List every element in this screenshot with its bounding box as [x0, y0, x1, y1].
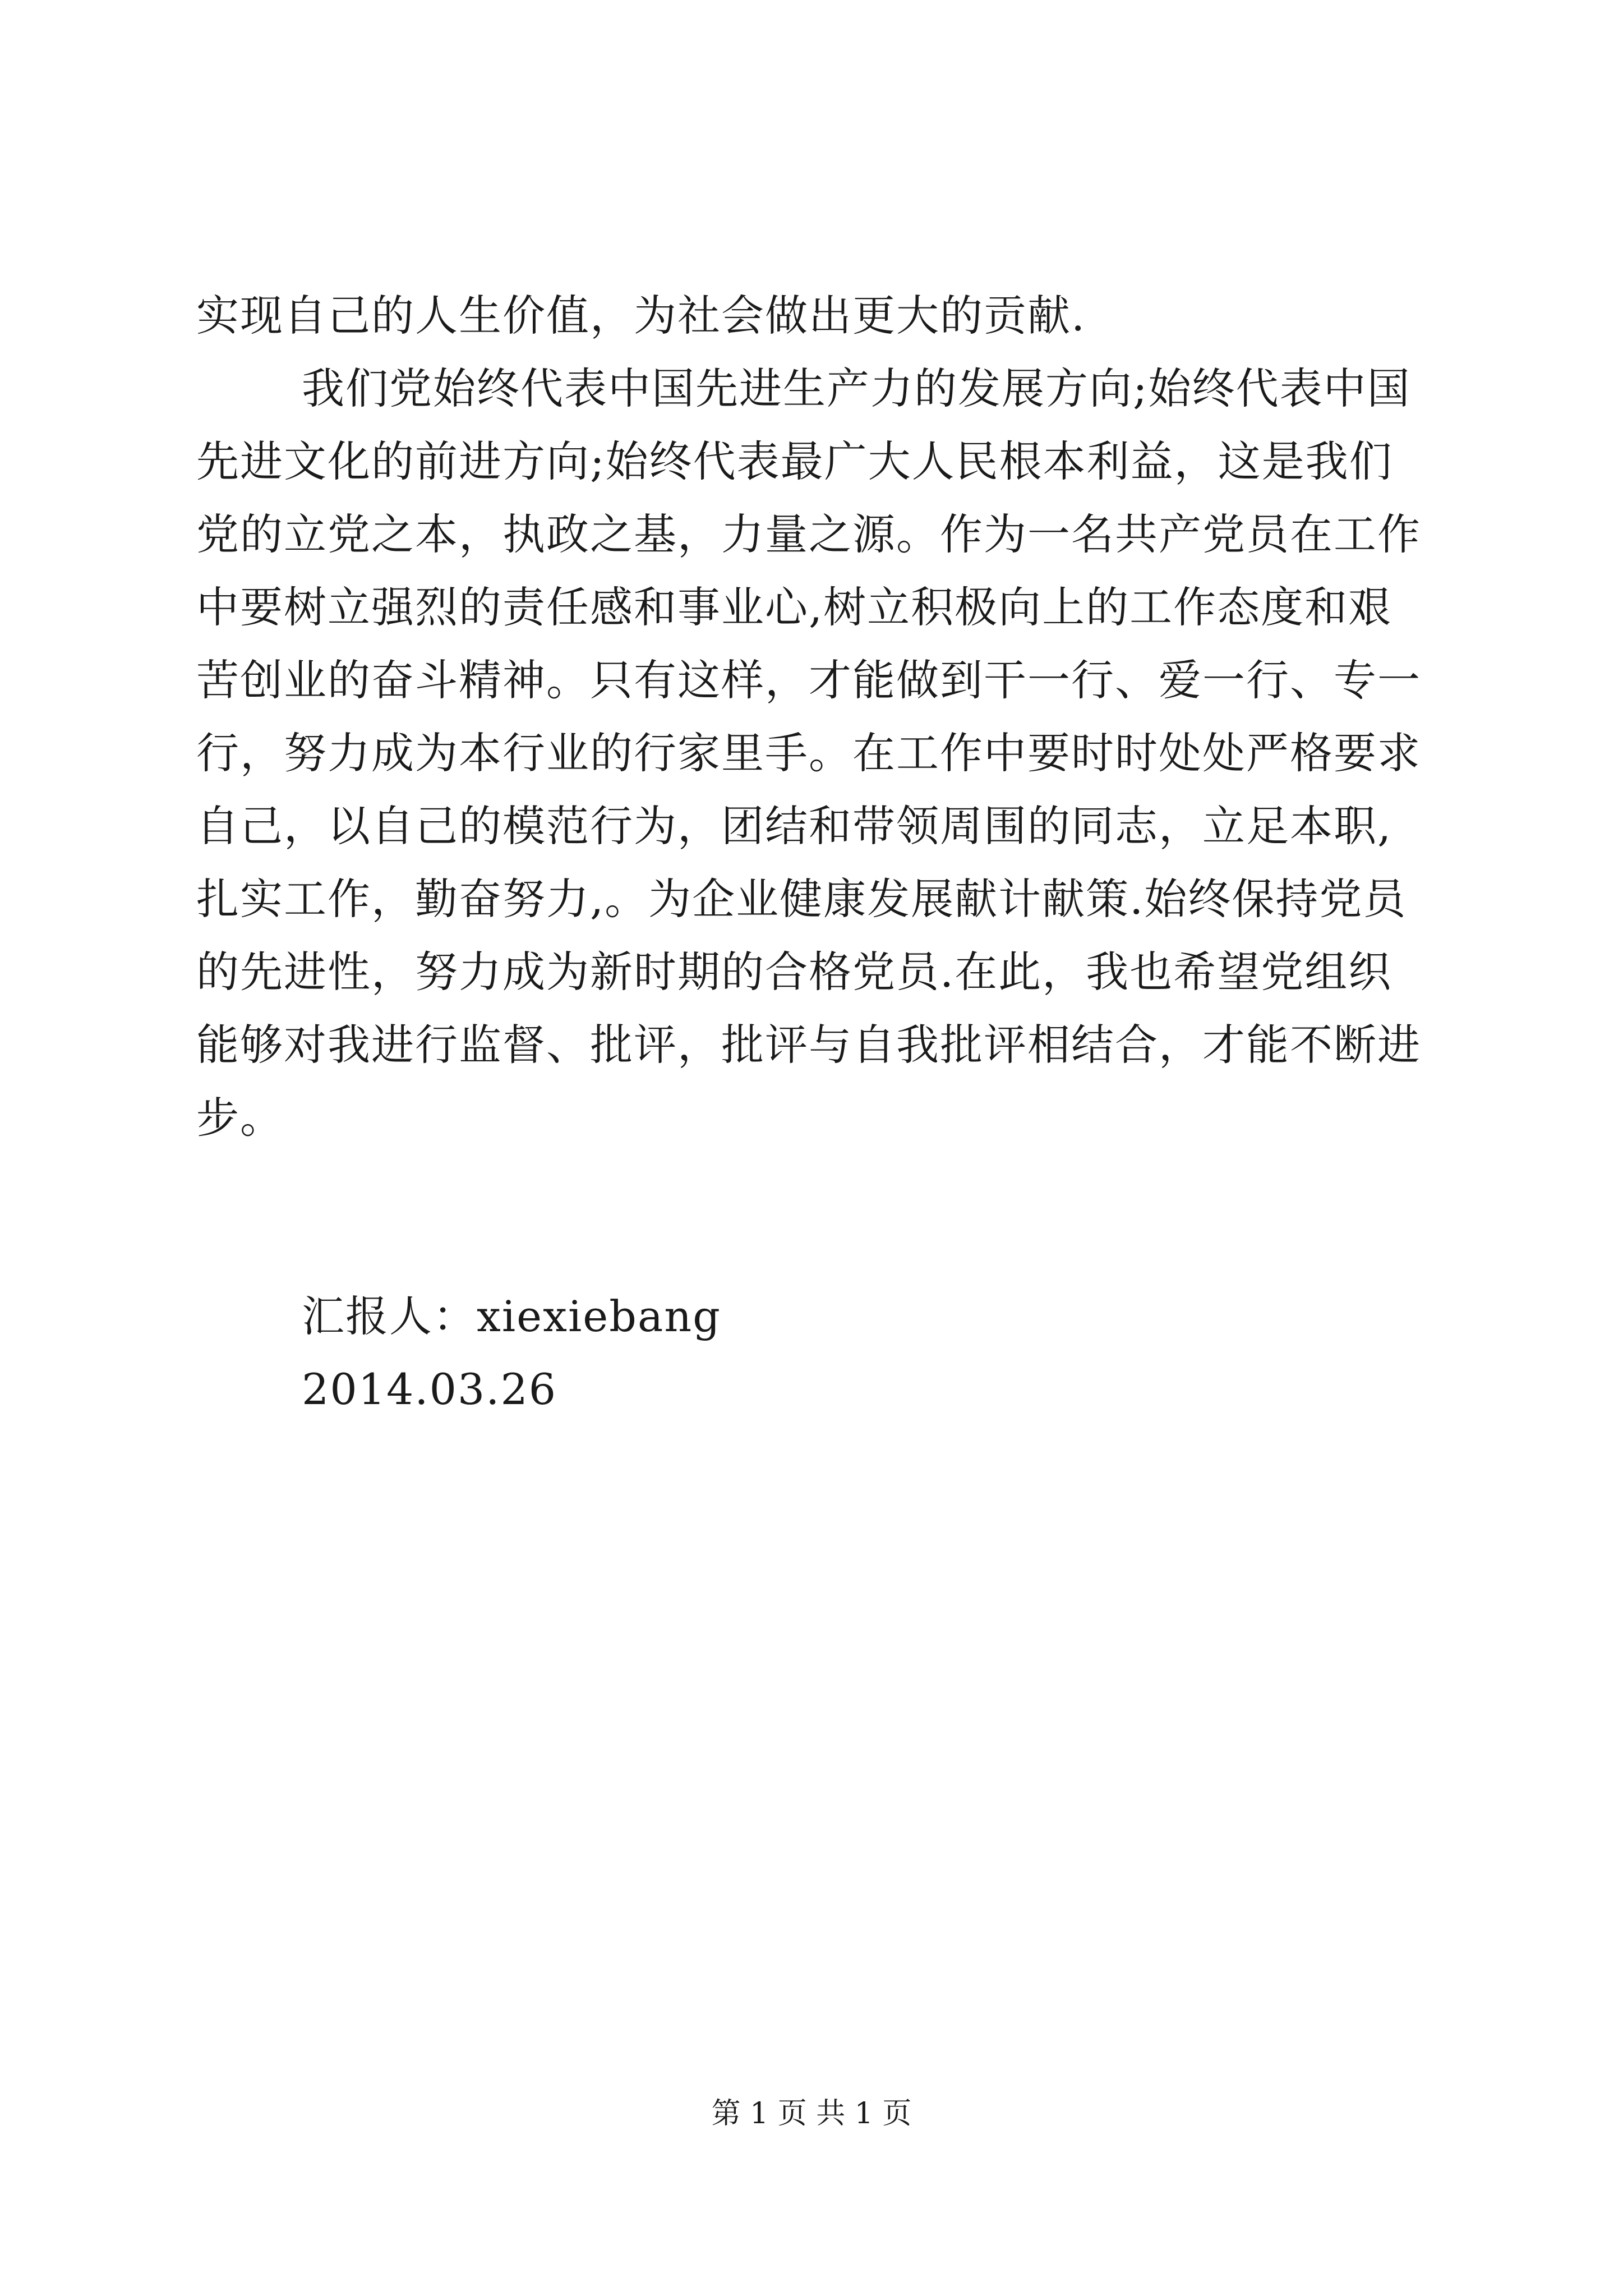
paragraph-line: 党的立党之本，执政之基，力量之源。作为一名共产党员在工作: [196, 509, 1421, 559]
paragraph-line: 步。: [196, 1093, 284, 1143]
signature-block: [302, 1280, 721, 1426]
paragraph-line: 实现自己的人生价值，为社会做出更大的贡献.: [196, 291, 1086, 341]
paragraph-line: 我们党始终代表中国先进生产力的发展方向;始终代表中国: [302, 364, 1411, 413]
paragraph-line: 行，努力成为本行业的行家里手。在工作中要时时处处严格要求: [196, 728, 1421, 778]
paragraph-line: 扎实工作，勤奋努力,。为企业健康发展献计献策.始终保持党员: [196, 874, 1407, 924]
paragraph-line: 苦创业的奋斗精神。只有这样，才能做到干一行、爱一行、专一: [196, 655, 1421, 705]
paragraph-line: 中要树立强烈的责任感和事业心,树立积极向上的工作态度和艰: [196, 582, 1393, 632]
body-text: [196, 279, 1430, 1154]
page-footer: 第 1 页 共 1 页: [711, 2097, 912, 2131]
paragraph-line: 的先进性，努力成为新时期的合格党员.在此，我也希望党组织: [196, 947, 1393, 997]
reporter-name: 汇报人：xiexiebang: [302, 1291, 721, 1341]
paragraph-line: 能够对我进行监督、批评，批评与自我批评相结合，才能不断进: [196, 1020, 1421, 1070]
report-date: 2014.03.26: [302, 1364, 557, 1414]
paragraph-line: 先进文化的前进方向;始终代表最广大人民根本利益，这是我们: [196, 436, 1393, 486]
paragraph-line: 自己，以自己的模范行为，团结和带领周围的同志，立足本职,: [196, 801, 1393, 851]
